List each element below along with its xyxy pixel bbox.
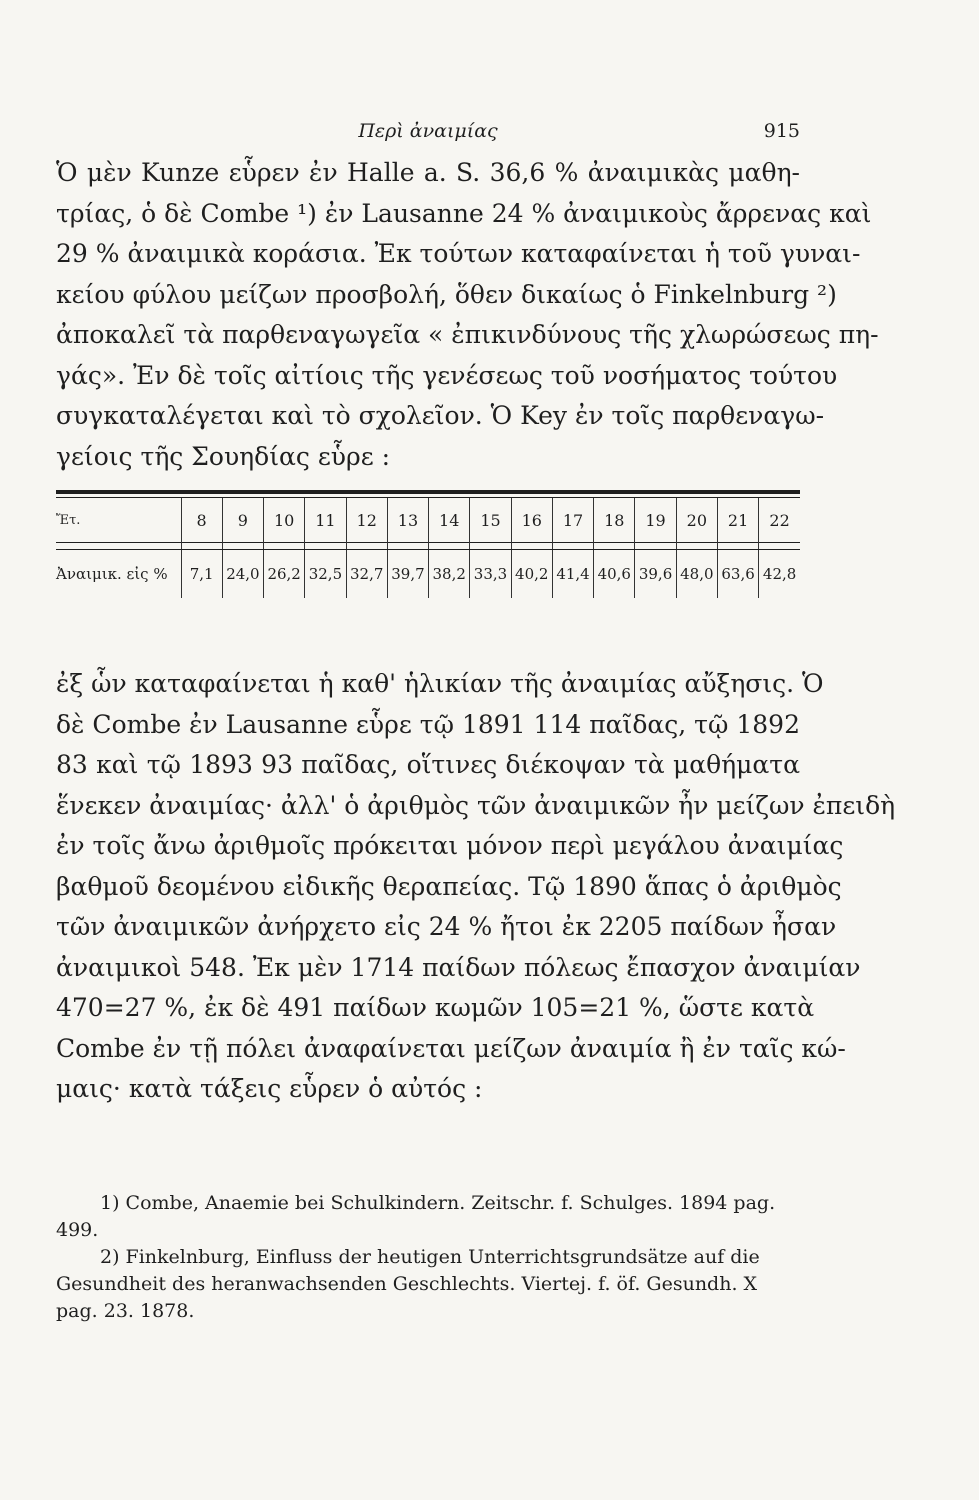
text-line: γάς». Ἐν δὲ τοῖς αἰτίοις τῆς γενέσεως τοῦ νοσήματος τούτου <box>56 360 838 390</box>
table-cell: 38,2 <box>429 550 470 599</box>
running-title: Περὶ ἀναιμίας <box>358 120 498 142</box>
table-cell: 18 <box>594 498 635 543</box>
table-cell: 42,8 <box>759 550 800 599</box>
table-row-percents <box>56 550 800 599</box>
text-line: ἐξ ὧν καταφαίνεται ἡ καθ' ἡλικίαν τῆς ἀναιμίας αὔξησις. Ὁ <box>56 669 824 698</box>
text-line: τῶν ἀναιμικῶν ἀνήρχετο εἰς 24 % ἤτοι ἐκ 2205 παίδων ἦσαν <box>56 912 837 941</box>
paragraph-1 <box>56 153 879 477</box>
paragraph-2 <box>56 664 896 1110</box>
row-label-age: Ἔτ. <box>56 512 81 528</box>
table-row-ages <box>56 498 800 543</box>
text-line: τρίας, ὁ δὲ Combe ¹) ἐν Lausanne 24 % ἀναιμικοὺς ἄρρενας καὶ <box>56 198 872 228</box>
page-number: 915 <box>763 120 800 142</box>
table-cell: 14 <box>429 498 470 543</box>
text-line: μαις· κατὰ τάξεις εὗρεν ὁ αὐτός : <box>56 1074 483 1103</box>
table-cell: 13 <box>387 498 428 543</box>
text-line: δὲ Combe ἐν Lausanne εὗρε τῷ 1891 114 παῖδας, τῷ 1892 <box>56 709 800 739</box>
table-cell: 10 <box>264 498 305 543</box>
table-cell: 24,0 <box>222 550 263 599</box>
table-cell: 48,0 <box>676 550 717 599</box>
footnote-2: 2) Finkelnburg, Einfluss der heutigen Unterrichtsgrundsätze auf die <box>100 1246 760 1268</box>
table-cell: 11 <box>305 498 346 543</box>
footnote-1: 1) Combe, Anaemie bei Schulkindern. Zeitschr. f. Schulges. 1894 pag. <box>100 1192 776 1214</box>
table-cell: 32,7 <box>346 550 387 599</box>
text-line: βαθμοῦ δεομένου εἰδικῆς θεραπείας. Τῷ 1890 ἅπας ὁ ἀριθμὸς <box>56 871 842 901</box>
page-header <box>56 120 800 150</box>
table-cell: 8 <box>181 498 222 543</box>
text-line: γείοις τῆς Σουηδίας εὗρε : <box>56 441 391 471</box>
data-table <box>56 498 800 598</box>
table-top-rule <box>56 490 800 494</box>
table-cell: 20 <box>676 498 717 543</box>
text-line: συγκαταλέγεται καὶ τὸ σχολεῖον. Ὁ Key ἐν τοῖς παρθεναγω- <box>56 401 825 430</box>
table-cell: 41,4 <box>552 550 593 599</box>
table-cell: 19 <box>635 498 676 543</box>
footnote-2-continued: Gesundheit des heranwachsenden Geschlechts. Viertej. f. öf. Gesundh. X <box>56 1273 758 1295</box>
text-line: ἀναιμικοὶ 548. Ἐκ μὲν 1714 παίδων πόλεως ἔπασχον ἀναιμίαν <box>56 952 861 982</box>
table-cell: 17 <box>552 498 593 543</box>
text-line: Combe ἐν τῇ πόλει ἀναφαίνεται μείζων ἀναιμία ἢ ἐν ταῖς κώ- <box>56 1033 846 1063</box>
table-cell: 39,6 <box>635 550 676 599</box>
text-line: ἀποκαλεῖ τὰ παρθεναγωγεῖα « ἐπικινδύνους τῆς χλωρώσεως πη- <box>56 320 879 349</box>
text-line: ἐν τοῖς ἄνω ἀριθμοῖς πρόκειται μόνον περὶ μεγάλου ἀναιμίας <box>56 831 844 860</box>
table-cell: 40,6 <box>594 550 635 599</box>
table-cell: 16 <box>511 498 552 543</box>
table-cell: 32,5 <box>305 550 346 599</box>
table-cell: 22 <box>759 498 800 543</box>
footnote-1-continued: 499. <box>56 1219 99 1241</box>
text-line: 83 καὶ τῷ 1893 93 παῖδας, οἵτινες διέκοψαν τὰ μαθήματα <box>56 750 800 779</box>
footnote-2-continued: pag. 23. 1878. <box>56 1300 195 1322</box>
anemia-by-age-table <box>56 490 800 598</box>
text-line: 29 % ἀναιμικὰ κοράσια. Ἐκ τούτων καταφαίνεται ἡ τοῦ γυναι- <box>56 239 861 268</box>
table-cell: 7,1 <box>181 550 222 599</box>
table-cell: 15 <box>470 498 511 543</box>
table-mid-rule <box>56 543 800 550</box>
table-cell: 40,2 <box>511 550 552 599</box>
table-cell: 9 <box>222 498 263 543</box>
row-label-anemic-percent: Ἀναιμικ. εἰς % <box>56 565 168 583</box>
table-cell: 39,7 <box>387 550 428 599</box>
footnotes <box>56 1190 800 1325</box>
text-line: ἕνεκεν ἀναιμίας· ἀλλ' ὁ ἀριθμὸς τῶν ἀναιμικῶν ἦν μείζων ἐπειδὴ <box>56 790 896 820</box>
text-line: κείου φύλου μείζων προσβολή, ὅθεν δικαίως ὁ Finkelnburg ²) <box>56 279 837 309</box>
table-cell: 12 <box>346 498 387 543</box>
text-line: 470=27 %, ἐκ δὲ 491 παίδων κωμῶν 105=21 %, ὥστε κατὰ <box>56 993 815 1022</box>
table-cell: 63,6 <box>717 550 758 599</box>
table-cell: 26,2 <box>264 550 305 599</box>
table-cell: 33,3 <box>470 550 511 599</box>
text-line: Ὁ μὲν Kunze εὗρεν ἐν Halle a. S. 36,6 % ἀναιμικὰς μαθη- <box>56 158 800 187</box>
table-cell: 21 <box>717 498 758 543</box>
